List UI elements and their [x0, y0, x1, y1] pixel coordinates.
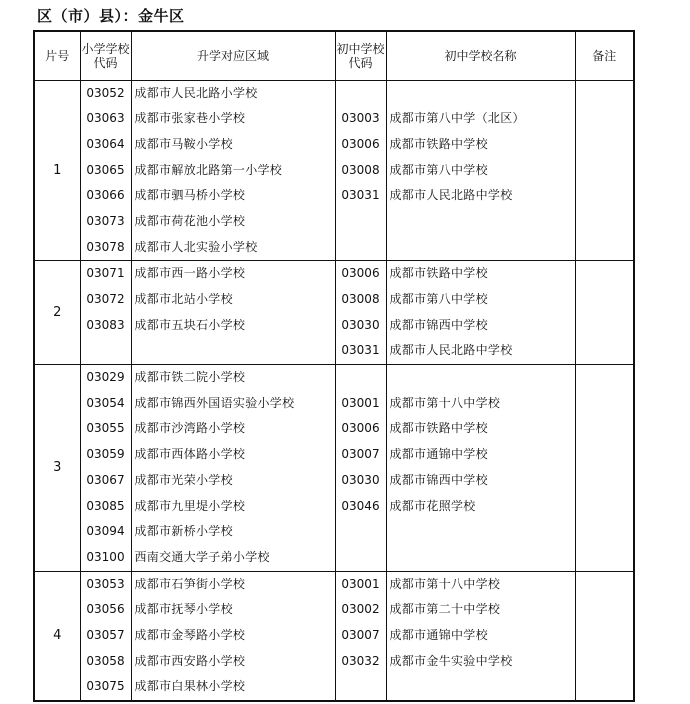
middle-code-cell	[335, 80, 386, 261]
primary-school-code: 03064	[86, 136, 125, 151]
middle-school-name: 成都市第八中学校	[389, 162, 488, 177]
header-piece: 片号	[34, 31, 80, 80]
table-row	[34, 365, 634, 572]
remark-cell	[575, 261, 634, 365]
primary-school-code: 03075	[86, 679, 125, 694]
middle-school-name: 成都市铁路中学校	[389, 421, 488, 436]
middle-school-code: 03003	[341, 111, 380, 126]
primary-school-code: 03100	[86, 549, 125, 564]
middle-code-cell	[335, 571, 386, 701]
middle-school-code: 03031	[341, 343, 380, 358]
header-region: 升学对应区域	[131, 31, 335, 80]
primary-school-code: 03065	[86, 162, 125, 177]
primary-school-name: 成都市九里堤小学校	[134, 498, 246, 513]
middle-school-name: 成都市通锦中学校	[389, 627, 488, 642]
primary-school-code: 03094	[86, 524, 125, 539]
middle-school-code: 03001	[341, 395, 380, 410]
primary-school-name: 成都市金琴路小学校	[134, 627, 246, 642]
middle-school-code: 03030	[341, 317, 380, 332]
primary-school-code: 03029	[86, 370, 125, 385]
primary-school-name: 成都市白果林小学校	[134, 679, 246, 694]
middle-school-code: 03031	[341, 188, 380, 203]
header-middle-code: 初中学校代码	[335, 31, 386, 80]
primary-school-code: 03063	[86, 111, 125, 126]
primary-school-name: 成都市人民北路小学校	[134, 85, 258, 100]
primary-school-code: 03056	[86, 602, 125, 617]
primary-code-cell	[80, 571, 131, 701]
middle-school-code: 03008	[341, 292, 380, 306]
middle-school-code: 03030	[341, 472, 380, 487]
middle-school-code: 03006	[341, 266, 380, 281]
primary-school-name: 西南交通大学子弟小学校	[134, 549, 270, 564]
primary-school-name: 成都市张家巷小学校	[134, 111, 246, 126]
middle-school-code: 03007	[341, 447, 380, 462]
school-district-table	[33, 30, 635, 702]
primary-code-cell	[80, 261, 131, 365]
middle-name-cell	[386, 80, 575, 261]
spacer	[387, 81, 575, 107]
middle-school-name: 成都市铁路中学校	[389, 266, 488, 281]
table-body	[34, 80, 634, 701]
primary-school-name: 成都市锦西外国语实验小学校	[134, 395, 295, 410]
primary-school-code: 03059	[86, 447, 125, 462]
middle-school-name: 成都市第十八中学校	[389, 395, 501, 410]
primary-school-name: 成都市西体路小学校	[134, 447, 246, 462]
middle-school-code: 03032	[341, 653, 380, 668]
page-title: 区（市）县）：金牛区	[37, 7, 185, 25]
primary-code-cell	[80, 365, 131, 572]
primary-school-name: 成都市铁二院小学校	[134, 370, 246, 385]
primary-school-code: 03072	[86, 292, 125, 306]
middle-school-name: 成都市人民北路中学校	[389, 343, 513, 358]
piece-number: 3	[34, 365, 80, 572]
primary-school-name: 成都市新桥小学校	[134, 524, 233, 539]
middle-code-cell	[335, 261, 386, 365]
table-row	[34, 80, 634, 261]
header-primary-code: 小学学校代码	[80, 31, 131, 80]
primary-school-code: 03066	[86, 188, 125, 203]
primary-school-name: 成都市荷花池小学校	[134, 213, 246, 228]
middle-school-name: 成都市锦西中学校	[389, 472, 488, 487]
piece-number: 1	[34, 80, 80, 261]
middle-school-name: 成都市通锦中学校	[389, 447, 488, 462]
primary-school-name: 成都市西安路小学校	[134, 653, 246, 668]
middle-name-cell	[386, 571, 575, 701]
middle-name-cell	[386, 365, 575, 572]
primary-school-name: 成都市西一路小学校	[134, 266, 246, 281]
middle-school-code: 03006	[341, 136, 380, 151]
primary-name-cell	[131, 80, 335, 261]
middle-school-code: 03046	[341, 498, 380, 513]
middle-school-name: 成都市第十八中学校	[389, 576, 501, 591]
middle-school-code: 03001	[341, 576, 380, 591]
primary-school-code: 03078	[86, 239, 125, 254]
middle-school-code: 03002	[341, 602, 380, 617]
middle-school-code: 03007	[341, 627, 380, 642]
middle-name-cell	[386, 261, 575, 365]
header-middle-name: 初中学校名称	[386, 31, 575, 80]
primary-school-code: 03085	[86, 498, 125, 513]
table-row	[34, 261, 634, 365]
remark-cell	[575, 80, 634, 261]
primary-school-name: 成都市沙湾路小学校	[134, 421, 246, 436]
primary-school-code: 03071	[86, 266, 125, 281]
primary-name-cell	[131, 261, 335, 365]
primary-school-code: 03057	[86, 627, 125, 642]
primary-school-name: 成都市光荣小学校	[134, 472, 233, 487]
primary-school-name: 成都市石笋街小学校	[134, 576, 246, 591]
primary-school-name: 成都市五块石小学校	[134, 317, 246, 332]
middle-school-name: 成都市第八中学校	[389, 292, 488, 306]
piece-number: 2	[34, 261, 80, 365]
primary-school-code: 03053	[86, 576, 125, 591]
primary-name-cell	[131, 365, 335, 572]
primary-school-code: 03055	[86, 421, 125, 436]
middle-school-name: 成都市花照学校	[389, 498, 476, 513]
middle-school-name: 成都市第二十中学校	[389, 602, 501, 617]
primary-school-name: 成都市解放北路第一小学校	[134, 162, 283, 177]
primary-school-name: 成都市驷马桥小学校	[134, 188, 246, 203]
remark-cell	[575, 571, 634, 701]
table-row	[34, 571, 634, 701]
middle-school-name: 成都市第八中学（北区）	[389, 111, 525, 126]
primary-code-cell	[80, 80, 131, 261]
spacer	[387, 365, 575, 391]
middle-code-cell	[335, 365, 386, 572]
header-row	[34, 31, 634, 80]
primary-school-name: 成都市马鞍小学校	[134, 136, 233, 151]
spacer	[336, 81, 386, 107]
middle-school-name: 成都市锦西中学校	[389, 317, 488, 332]
middle-school-code: 03008	[341, 162, 380, 177]
primary-school-code: 03083	[86, 317, 125, 332]
middle-school-code: 03006	[341, 421, 380, 436]
primary-school-code: 03052	[86, 85, 125, 100]
primary-school-code: 03058	[86, 653, 125, 668]
middle-school-name: 成都市铁路中学校	[389, 136, 488, 151]
primary-school-code: 03054	[86, 395, 125, 410]
middle-school-name: 成都市人民北路中学校	[389, 188, 513, 203]
primary-school-name: 成都市北站小学校	[134, 292, 233, 306]
primary-school-name: 成都市抚琴小学校	[134, 602, 233, 617]
primary-school-code: 03073	[86, 213, 125, 228]
header-remark: 备注	[575, 31, 634, 80]
primary-name-cell	[131, 571, 335, 701]
remark-cell	[575, 365, 634, 572]
primary-school-name: 成都市人北实验小学校	[134, 239, 258, 254]
middle-school-name: 成都市金牛实验中学校	[389, 653, 513, 668]
primary-school-code: 03067	[86, 472, 125, 487]
spacer	[336, 365, 386, 391]
piece-number: 4	[34, 571, 80, 701]
